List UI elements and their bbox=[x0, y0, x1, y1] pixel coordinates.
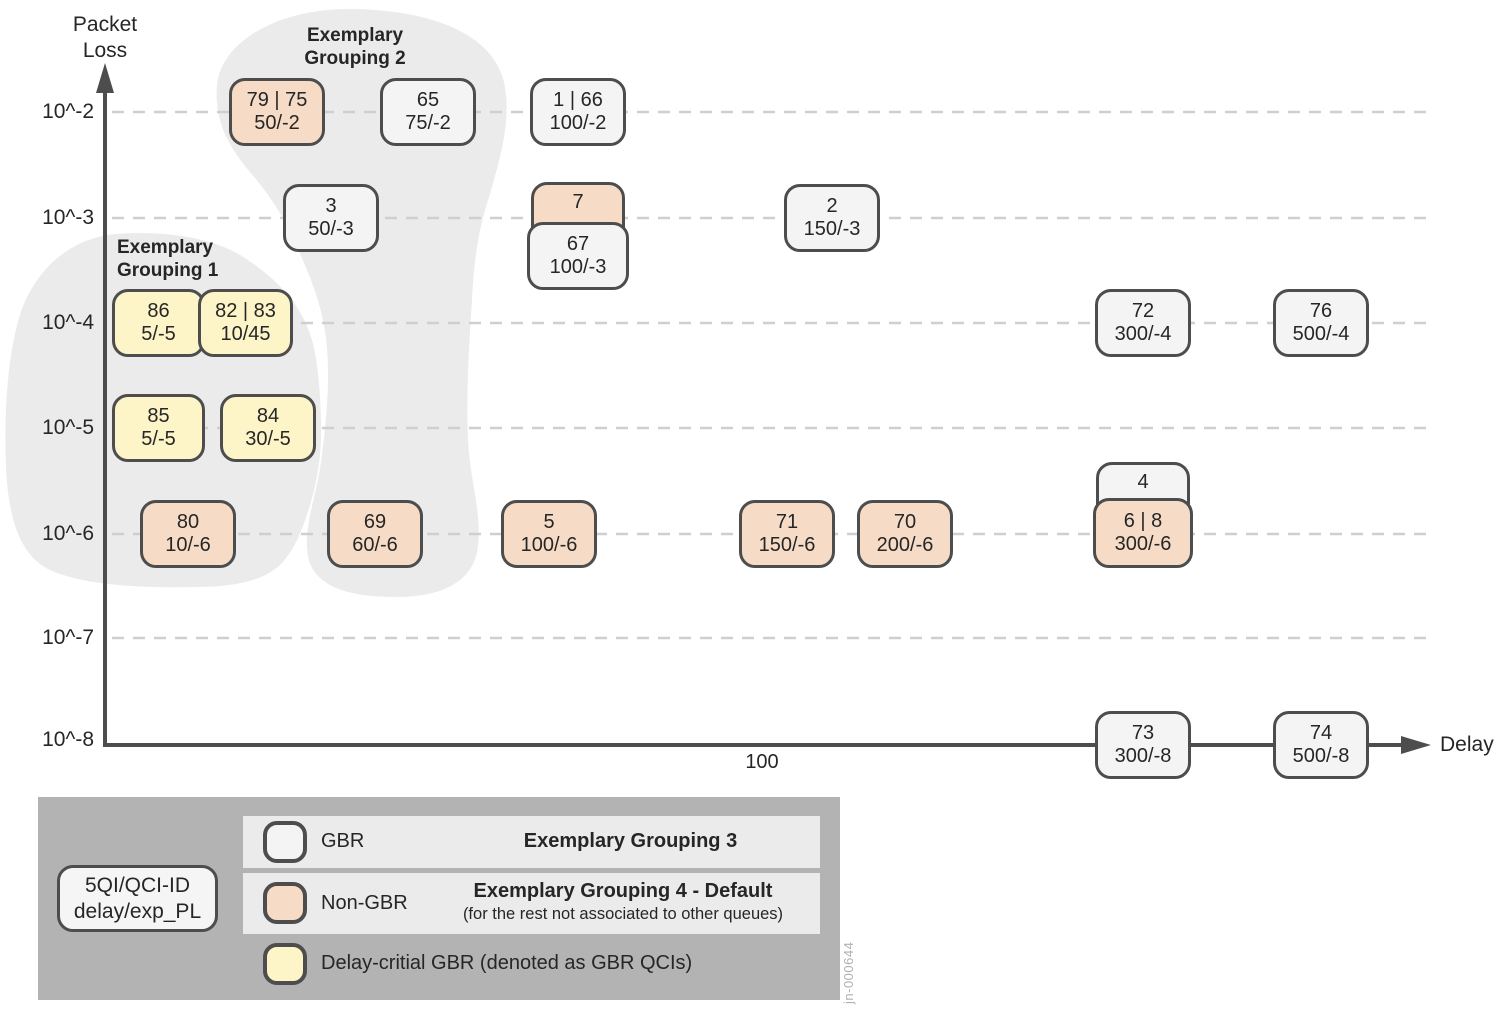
legend-swatch-non-gbr bbox=[263, 882, 307, 924]
qci-box-id-text: 71 bbox=[775, 511, 799, 533]
qci-box-qci-3 bbox=[283, 184, 379, 252]
qci-box-id-text: 69 bbox=[363, 511, 387, 533]
grouping-2-label bbox=[270, 24, 440, 70]
qci-box-id-text: 72 bbox=[1131, 300, 1155, 322]
qci-box-delay-loss-text: 60/-6 bbox=[352, 534, 398, 556]
grouping-2-label-line1: Exemplary bbox=[306, 25, 404, 46]
qci-box-id-text: 7 bbox=[572, 191, 584, 213]
qci-box-id-text: 76 bbox=[1309, 300, 1333, 322]
qci-box-id-text: 79 | 75 bbox=[246, 89, 308, 111]
qci-box-delay-loss-text: 500/-8 bbox=[1292, 745, 1350, 767]
legend-grouping-4-label: Exemplary Grouping 4 - Default bbox=[473, 880, 773, 902]
qci-box-id-text: 86 bbox=[147, 300, 170, 322]
qci-box-qci-70 bbox=[857, 500, 953, 568]
x-axis-title: Delay bbox=[1440, 733, 1494, 756]
y-axis-title-line1: Packet bbox=[72, 13, 138, 36]
qci-box-id-text: 2 bbox=[826, 195, 838, 217]
qci-box-delay-loss-text: 150/-6 bbox=[758, 534, 816, 556]
qci-box-delay-loss-text: 100/-6 bbox=[520, 534, 578, 556]
x-axis-arrowhead bbox=[1401, 736, 1431, 754]
y-tick-label-1: 10^-3 bbox=[42, 206, 94, 229]
qci-box-id-text: 1 | 66 bbox=[553, 89, 603, 111]
qci-box-qci-67 bbox=[527, 222, 629, 290]
legend-key-line2: delay/exp_PL bbox=[73, 899, 202, 923]
legend-grouping-4-block bbox=[428, 879, 818, 925]
qci-box-id-text: 80 bbox=[176, 511, 200, 533]
legend-key-box bbox=[57, 865, 218, 932]
qci-box-qci-72 bbox=[1095, 289, 1191, 357]
qci-box-delay-loss-text: 200/-6 bbox=[876, 534, 934, 556]
legend-swatch-delay-critical-gbr bbox=[263, 943, 307, 985]
grouping-1-label-line1: Exemplary bbox=[117, 237, 214, 258]
qci-box-delay-loss-text: 10/45 bbox=[220, 323, 271, 345]
y-axis-arrowhead bbox=[96, 63, 114, 93]
legend-grouping-4-note: (for the rest not associated to other queues) bbox=[462, 905, 784, 923]
y-tick-label-3: 10^-5 bbox=[42, 416, 94, 439]
legend-swatch-gbr bbox=[263, 821, 307, 863]
qci-box-qci-80 bbox=[140, 500, 236, 568]
legend-row-non-gbr bbox=[243, 873, 820, 934]
grouping-1-label-line2: Grouping 1 bbox=[117, 260, 219, 281]
qci-box-id-text: 74 bbox=[1309, 722, 1333, 744]
y-tick-label-2: 10^-4 bbox=[42, 311, 94, 334]
qci-box-qci-85 bbox=[112, 394, 205, 462]
qci-box-delay-loss-text: 50/-3 bbox=[308, 218, 354, 240]
qci-box-id-text: 70 bbox=[893, 511, 917, 533]
legend-label-delay-critical-gbr: Delay-critial GBR (denoted as GBR QCIs) bbox=[321, 952, 693, 974]
qci-box-qci-65 bbox=[380, 78, 476, 146]
qci-box-qci-1-66 bbox=[530, 78, 626, 146]
qci-box-delay-loss-text: 75/-2 bbox=[405, 112, 451, 134]
qci-box-id-text: 85 bbox=[147, 405, 170, 427]
qci-box-id-text: 84 bbox=[256, 405, 280, 427]
qci-box-id-text: 3 bbox=[325, 195, 337, 217]
qci-box-id-text: 67 bbox=[566, 233, 590, 255]
qci-box-qci-74 bbox=[1273, 711, 1369, 779]
qci-box-id-text: 82 | 83 bbox=[215, 300, 276, 322]
y-tick-label-6: 10^-8 bbox=[42, 728, 94, 751]
qci-box-delay-loss-text: 5/-5 bbox=[141, 323, 176, 345]
qci-box-id-text: 5 bbox=[543, 511, 555, 533]
qci-box-qci-79-75 bbox=[229, 78, 325, 146]
legend-label-gbr: GBR bbox=[321, 830, 365, 852]
qci-box-delay-loss-text: 50/-2 bbox=[254, 112, 300, 134]
legend-grouping-3-label: Exemplary Grouping 3 bbox=[523, 830, 738, 852]
grouping-1-label bbox=[117, 236, 218, 282]
legend-key-line1: 5QI/QCI-ID bbox=[84, 873, 190, 897]
watermark-figure-id: jn-000644 bbox=[841, 941, 856, 1004]
y-axis-title-line2: Loss bbox=[82, 39, 128, 62]
qci-box-delay-loss-text: 10/-6 bbox=[165, 534, 211, 556]
qci-box-delay-loss-text: 300/-8 bbox=[1114, 745, 1172, 767]
qci-box-delay-loss-text: 5/-5 bbox=[141, 428, 176, 450]
qci-box-qci-5 bbox=[501, 500, 597, 568]
qci-box-qci-71 bbox=[739, 500, 835, 568]
qci-box-delay-loss-text: 30/-5 bbox=[245, 428, 291, 450]
qci-box-id-text: 4 bbox=[1137, 471, 1149, 493]
qci-box-delay-loss-text: 150/-3 bbox=[803, 218, 861, 240]
qci-box-id-text: 6 | 8 bbox=[1123, 510, 1163, 532]
legend-row-gbr bbox=[243, 816, 820, 868]
qci-box-id-text: 65 bbox=[416, 89, 440, 111]
qci-box-qci-86 bbox=[112, 289, 205, 357]
qci-box-qci-82-83 bbox=[198, 289, 293, 357]
qci-box-delay-loss-text: 500/-4 bbox=[1292, 323, 1350, 345]
qci-box-delay-loss-text: 100/-2 bbox=[549, 112, 607, 134]
grouping-2-label-line2: Grouping 2 bbox=[304, 48, 406, 69]
qci-box-delay-loss-text: 100/-3 bbox=[549, 256, 607, 278]
qci-box-qci-6-8 bbox=[1093, 498, 1193, 568]
legend-label-non-gbr: Non-GBR bbox=[321, 892, 408, 914]
qci-box-delay-loss-text: 300/-4 bbox=[1114, 323, 1172, 345]
qci-box-qci-84 bbox=[220, 394, 316, 462]
qci-box-qci-2 bbox=[784, 184, 880, 252]
y-tick-label-0: 10^-2 bbox=[42, 100, 94, 123]
qci-box-id-text: 73 bbox=[1131, 722, 1155, 744]
qci-box-qci-69 bbox=[327, 500, 423, 568]
y-axis-title bbox=[45, 12, 165, 64]
qci-box-qci-76 bbox=[1273, 289, 1369, 357]
qci-box-delay-loss-text: 300/-6 bbox=[1114, 533, 1172, 555]
qci-box-qci-73 bbox=[1095, 711, 1191, 779]
x-tick-label-100: 100 bbox=[745, 751, 779, 773]
y-tick-label-5: 10^-7 bbox=[42, 626, 94, 649]
legend bbox=[38, 797, 840, 1000]
y-tick-label-4: 10^-6 bbox=[42, 522, 94, 545]
